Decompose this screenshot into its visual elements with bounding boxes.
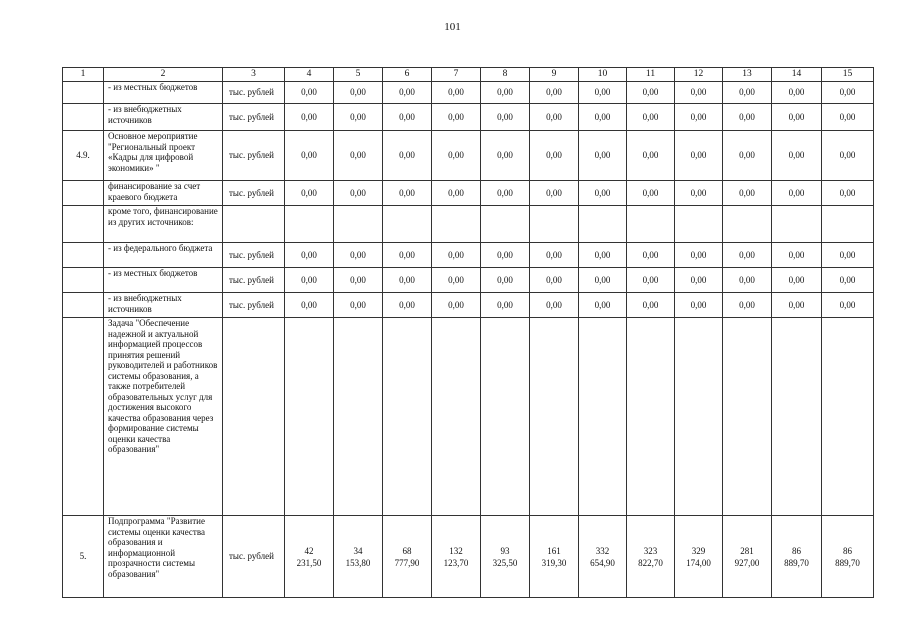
value-cell	[675, 206, 723, 243]
value-cell: 0,00	[627, 181, 675, 206]
table-row	[63, 516, 874, 598]
value-cell	[579, 318, 627, 516]
value-cell: 0,00	[627, 131, 675, 181]
value-remainder: 822,70	[638, 557, 663, 568]
column-header: 1	[63, 68, 104, 82]
value-cell: 0,00	[334, 82, 383, 104]
value-cell	[334, 318, 383, 516]
row-unit: тыс. рублей	[223, 516, 285, 598]
row-description: - из федерального бюджета	[104, 243, 223, 268]
value-cell: 0,00	[334, 293, 383, 318]
value-cell: 0,00	[675, 104, 723, 131]
value-cell: 0,00	[383, 243, 432, 268]
column-header: 14	[772, 68, 822, 82]
value-cell: 0,00	[481, 104, 530, 131]
row-number	[63, 82, 104, 104]
value-cell	[481, 516, 530, 598]
value-cell: 0,00	[675, 243, 723, 268]
table-row	[63, 268, 874, 293]
value-remainder: 889,70	[784, 557, 809, 568]
table-row	[63, 104, 874, 131]
value-cell: 0,00	[822, 268, 874, 293]
value-cell: 0,00	[579, 131, 627, 181]
value-cell	[772, 206, 822, 243]
value-cell: 0,00	[822, 181, 874, 206]
value-cell	[285, 318, 334, 516]
value-cell	[383, 206, 432, 243]
column-header: 11	[627, 68, 675, 82]
value-cell: 0,00	[481, 243, 530, 268]
column-header: 5	[334, 68, 383, 82]
value-cell: 0,00	[822, 104, 874, 131]
row-unit: тыс. рублей	[223, 131, 285, 181]
value-cell: 0,00	[285, 243, 334, 268]
column-header: 3	[223, 68, 285, 82]
value-cell: 0,00	[432, 82, 481, 104]
value-cell: 0,00	[822, 243, 874, 268]
value-cell: 0,00	[627, 293, 675, 318]
value-cell: 0,00	[723, 268, 772, 293]
value-remainder: 654,90	[590, 557, 615, 568]
value-cell	[627, 516, 675, 598]
value-cell	[723, 318, 772, 516]
value-cell	[432, 206, 481, 243]
value-cell	[432, 516, 481, 598]
row-unit: тыс. рублей	[223, 243, 285, 268]
value-remainder: 325,50	[492, 557, 518, 568]
row-description: - из внебюджетных источников	[104, 293, 223, 318]
value-thousands: 281	[740, 545, 754, 556]
value-cell: 0,00	[772, 268, 822, 293]
value-cell	[481, 206, 530, 243]
value-cell: 0,00	[675, 181, 723, 206]
value-cell	[627, 318, 675, 516]
value-cell: 0,00	[723, 243, 772, 268]
value-cell: 0,00	[579, 293, 627, 318]
value-cell: 0,00	[383, 82, 432, 104]
value-cell: 0,00	[530, 293, 579, 318]
row-unit: тыс. рублей	[223, 82, 285, 104]
value-cell: 0,00	[481, 293, 530, 318]
table-row	[63, 181, 874, 206]
value-cell: 0,00	[481, 82, 530, 104]
value-cell: 0,00	[675, 268, 723, 293]
value-thousands: 323	[643, 545, 658, 556]
value-cell: 0,00	[334, 181, 383, 206]
value-cell: 0,00	[627, 82, 675, 104]
value-cell: 0,00	[723, 131, 772, 181]
budget-table	[62, 67, 874, 598]
value-cell: 0,00	[285, 104, 334, 131]
value-cell: 0,00	[627, 104, 675, 131]
column-header: 10	[579, 68, 627, 82]
value-cell: 0,00	[530, 82, 579, 104]
value-cell: 0,00	[432, 181, 481, 206]
value-cell: 0,00	[675, 293, 723, 318]
value-remainder: 174,00	[686, 557, 711, 568]
value-cell	[772, 318, 822, 516]
value-cell: 0,00	[579, 268, 627, 293]
value-cell	[822, 318, 874, 516]
row-unit: тыс. рублей	[223, 268, 285, 293]
value-thousands: 332	[595, 545, 610, 556]
value-cell: 0,00	[481, 181, 530, 206]
value-remainder: 153,80	[345, 557, 371, 568]
value-cell: 0,00	[627, 243, 675, 268]
value-cell: 0,00	[579, 243, 627, 268]
value-remainder: 319,30	[541, 557, 567, 568]
value-cell	[383, 318, 432, 516]
value-cell	[530, 318, 579, 516]
column-header: 4	[285, 68, 334, 82]
row-unit: тыс. рублей	[223, 104, 285, 131]
row-number	[63, 104, 104, 131]
value-cell: 0,00	[772, 243, 822, 268]
value-cell: 0,00	[432, 243, 481, 268]
value-cell: 0,00	[530, 243, 579, 268]
value-remainder: 927,00	[734, 557, 760, 568]
table-row	[63, 131, 874, 181]
value-cell	[579, 516, 627, 598]
value-cell: 0,00	[432, 293, 481, 318]
row-number	[63, 293, 104, 318]
value-cell: 0,00	[723, 82, 772, 104]
table-row	[63, 293, 874, 318]
value-cell: 0,00	[285, 293, 334, 318]
value-cell	[285, 516, 334, 598]
value-cell: 0,00	[675, 131, 723, 181]
value-cell	[530, 206, 579, 243]
row-description: - из местных бюджетов	[104, 268, 223, 293]
value-thousands: 86	[843, 545, 852, 556]
value-thousands: 161	[547, 545, 561, 556]
value-cell: 0,00	[530, 181, 579, 206]
value-thousands: 68	[402, 545, 412, 556]
value-cell	[723, 206, 772, 243]
value-cell	[334, 206, 383, 243]
value-remainder: 889,70	[835, 557, 860, 568]
value-cell	[772, 516, 822, 598]
value-cell	[822, 516, 874, 598]
column-header: 15	[822, 68, 874, 82]
table-row	[63, 82, 874, 104]
value-cell: 0,00	[432, 104, 481, 131]
column-header: 6	[383, 68, 432, 82]
value-cell: 0,00	[285, 268, 334, 293]
row-number	[63, 243, 104, 268]
value-thousands: 93	[500, 545, 510, 556]
table-row	[63, 243, 874, 268]
value-cell: 0,00	[530, 104, 579, 131]
value-cell: 0,00	[334, 131, 383, 181]
value-cell	[627, 206, 675, 243]
value-cell: 0,00	[285, 181, 334, 206]
row-unit	[223, 206, 285, 243]
value-cell: 0,00	[383, 131, 432, 181]
value-cell: 0,00	[723, 181, 772, 206]
value-cell	[383, 516, 432, 598]
value-cell: 0,00	[285, 82, 334, 104]
row-description: Основное мероприятие "Региональный проект «Кадры для цифровой экономики» "	[104, 131, 223, 181]
value-cell: 0,00	[822, 82, 874, 104]
row-description: Задача "Обеспечение надежной и актуальной информацией процессов принятия решений руководителей и работников системы образования, а также потребителей образовательных услуг для достижения высокого качества образования через формирование системы оценки качества образования"	[104, 318, 223, 516]
value-cell: 0,00	[772, 131, 822, 181]
value-cell: 0,00	[481, 268, 530, 293]
row-unit: тыс. рублей	[223, 181, 285, 206]
value-cell: 0,00	[579, 181, 627, 206]
value-remainder: 777,90	[394, 557, 420, 568]
row-unit	[223, 318, 285, 516]
row-number: 4.9.	[63, 131, 104, 181]
value-cell: 0,00	[675, 82, 723, 104]
column-header: 12	[675, 68, 723, 82]
value-cell: 0,00	[432, 131, 481, 181]
row-unit: тыс. рублей	[223, 293, 285, 318]
value-cell: 0,00	[822, 293, 874, 318]
column-header: 13	[723, 68, 772, 82]
value-cell: 0,00	[432, 268, 481, 293]
table-row	[63, 318, 874, 516]
value-cell	[579, 206, 627, 243]
value-cell: 0,00	[579, 82, 627, 104]
value-cell	[723, 516, 772, 598]
value-cell	[675, 516, 723, 598]
value-cell: 0,00	[772, 293, 822, 318]
value-thousands: 86	[792, 545, 801, 556]
row-number	[63, 181, 104, 206]
column-header: 9	[530, 68, 579, 82]
value-cell: 0,00	[383, 181, 432, 206]
value-cell: 0,00	[334, 243, 383, 268]
value-cell	[481, 318, 530, 516]
value-cell: 0,00	[530, 268, 579, 293]
value-cell	[334, 516, 383, 598]
row-description: Подпрограмма "Развитие системы оценки качества образования и информационной прозрачности системы образования"	[104, 516, 223, 598]
value-cell	[530, 516, 579, 598]
row-number: 5.	[63, 516, 104, 598]
value-cell: 0,00	[822, 131, 874, 181]
value-cell: 0,00	[772, 181, 822, 206]
row-number	[63, 318, 104, 516]
value-thousands: 329	[691, 545, 706, 556]
value-cell	[822, 206, 874, 243]
value-cell: 0,00	[383, 104, 432, 131]
row-number	[63, 268, 104, 293]
value-cell: 0,00	[481, 131, 530, 181]
row-description: финансирование за счет краевого бюджета	[104, 181, 223, 206]
value-cell: 0,00	[383, 268, 432, 293]
value-cell: 0,00	[772, 104, 822, 131]
row-description: кроме того, финансирование из других источников:	[104, 206, 223, 243]
row-number	[63, 206, 104, 243]
value-cell: 0,00	[334, 104, 383, 131]
value-cell: 0,00	[334, 268, 383, 293]
value-remainder: 123,70	[443, 557, 469, 568]
value-cell: 0,00	[383, 293, 432, 318]
value-cell: 0,00	[772, 82, 822, 104]
value-cell: 0,00	[723, 104, 772, 131]
column-header: 7	[432, 68, 481, 82]
header-row	[63, 68, 874, 82]
value-cell: 0,00	[723, 293, 772, 318]
value-remainder: 231,50	[296, 557, 322, 568]
value-cell: 0,00	[627, 268, 675, 293]
column-header: 2	[104, 68, 223, 82]
row-description: - из внебюджетных источников	[104, 104, 223, 131]
page-number: 101	[444, 21, 461, 33]
value-cell	[285, 206, 334, 243]
value-cell: 0,00	[285, 131, 334, 181]
value-cell	[675, 318, 723, 516]
value-cell: 0,00	[579, 104, 627, 131]
value-thousands: 42	[304, 545, 314, 556]
value-thousands: 34	[353, 545, 363, 556]
column-header: 8	[481, 68, 530, 82]
row-description: - из местных бюджетов	[104, 82, 223, 104]
value-thousands: 132	[449, 545, 463, 556]
value-cell: 0,00	[530, 131, 579, 181]
table-row	[63, 206, 874, 243]
value-cell	[432, 318, 481, 516]
